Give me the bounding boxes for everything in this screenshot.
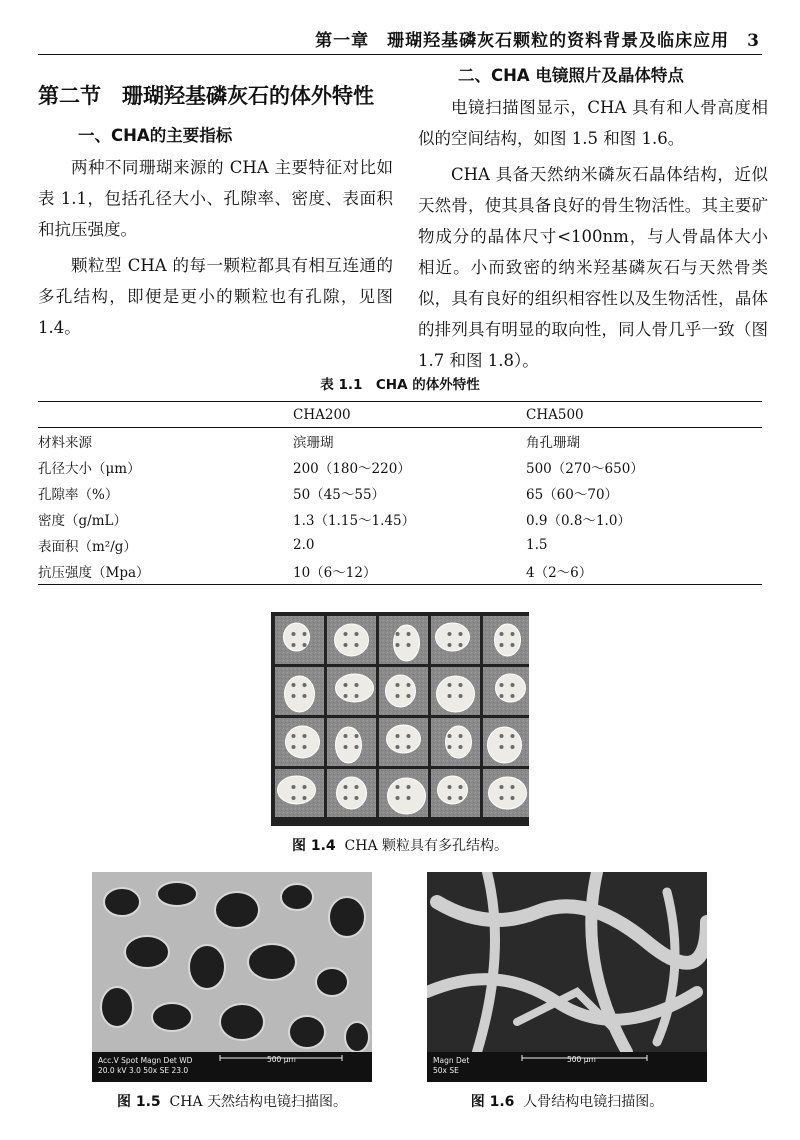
table-cell: 65（60～70） (526, 487, 619, 503)
paragraph: CHA 具备天然纳米磷灰石晶体结构，近似天然骨，使其具备良好的骨生物活性。其主要矿物成分的晶体尺寸<100nm，与人骨晶体大小相近。小而致密的纳米羟基磷灰石与天然骨类似，具有良好的组织相容性以及生物活性，晶体的排列具有明显的取向性，同人骨几乎一致（图 1.7 和图 1.8）。 (418, 165, 768, 370)
cha-granule (496, 674, 526, 702)
cha-granule (446, 726, 472, 758)
granule-grid-photo (271, 612, 529, 826)
table-row (38, 558, 762, 585)
cha-granule (488, 727, 522, 763)
granule-pore (511, 734, 515, 738)
running-header-text: 第一章 珊瑚羟基磷灰石颗粒的资料背景及临床应用 3 (315, 31, 760, 51)
table-row (38, 428, 762, 455)
granule-pore (511, 745, 515, 749)
table-row (38, 454, 762, 480)
granule-pore (448, 643, 452, 647)
header-rule (38, 54, 762, 55)
cha-granule (388, 778, 426, 814)
cha-granule (438, 776, 468, 804)
granule-pore (511, 683, 515, 687)
granule-pore (511, 643, 515, 647)
granule-pore (344, 796, 348, 800)
table-cell: 4（2～6） (526, 565, 593, 581)
table-cell: 1.3（1.15～1.45） (293, 513, 416, 529)
granule-pore (459, 643, 463, 647)
table-header-cell (38, 402, 293, 428)
table-header-cell: CHA200 (293, 406, 351, 423)
granule-pore (448, 785, 452, 789)
cha-granule (489, 777, 527, 809)
granule-pore (303, 745, 307, 749)
table-cell: 密度（g/mL） (38, 513, 127, 529)
figure-number: 图 1.6 (470, 1094, 515, 1110)
right-column (418, 62, 768, 381)
granule-pore (355, 745, 359, 749)
granule-pore (500, 632, 504, 636)
table-cell: 50（45～55） (293, 487, 386, 503)
table-cell: 抗压强度（Mpa） (38, 565, 150, 581)
figure-caption-text: 人骨结构电镜扫描图。 (523, 1094, 664, 1110)
granule-pore (500, 643, 504, 647)
granule-pore (407, 745, 411, 749)
cha-granule (387, 725, 421, 753)
scale-label: 500 μm (267, 1055, 296, 1064)
granule-pore (459, 683, 463, 687)
table-cell: 孔径大小（μm） (38, 461, 141, 477)
subsection-title-2: 二、CHA 电镜照片及晶体特点 (458, 66, 684, 85)
cha-granule (437, 676, 475, 712)
table-cell: 角孔珊瑚 (526, 435, 580, 451)
sem-info-line1: Acc.V Spot Magn Det WD (98, 1056, 193, 1065)
granule-pore (355, 643, 359, 647)
sem-info-line2: 50x SE (433, 1066, 459, 1075)
table-cell: 1.5 (526, 537, 548, 553)
granule-pore (292, 785, 296, 789)
granule-pore (459, 734, 463, 738)
granule-pore (355, 694, 359, 698)
granule-pore (448, 796, 452, 800)
granule-pore (355, 683, 359, 687)
figure-1-6 (427, 872, 707, 1111)
granule-pore (500, 683, 504, 687)
granule-pore (448, 632, 452, 636)
paragraph: 电镜扫描图显示，CHA 具有和人骨高度相似的空间结构，如图 1.5 和图 1.6。 (418, 98, 768, 148)
granule-pore (344, 785, 348, 789)
sem-info-line1: Magn Det (433, 1056, 470, 1065)
paragraph: 颗粒型 CHA 的每一颗粒都具有相互连通的多孔结构，即便是更小的颗粒也有孔隙，见图 1.4。 (38, 256, 393, 337)
granule-pore (355, 632, 359, 636)
granule-pore (448, 745, 452, 749)
figure-number: 图 1.4 (291, 838, 336, 854)
cha-granule (286, 726, 320, 758)
granule-pore (292, 745, 296, 749)
granule-pore (292, 694, 296, 698)
granule-pore (407, 694, 411, 698)
table-header-cell: CHA500 (526, 406, 584, 423)
granule-pore (396, 632, 400, 636)
granule-pore (407, 734, 411, 738)
granule-pore (344, 734, 348, 738)
table-cell: 表面积（m²/g） (38, 539, 137, 555)
granule-pore (407, 796, 411, 800)
table-cell: 材料来源 (38, 435, 92, 451)
cha-granule (278, 776, 316, 804)
figure-caption (271, 835, 529, 855)
granule-pore (448, 734, 452, 738)
granule-pore (344, 683, 348, 687)
granule-pore (459, 694, 463, 698)
granule-pore (355, 796, 359, 800)
granule-pore (511, 632, 515, 636)
figure-caption-text: CHA 颗粒具有多孔结构。 (344, 838, 509, 854)
table-cell: 滨珊瑚 (293, 435, 334, 451)
granule-pore (303, 694, 307, 698)
table-cell: 500（270～650） (526, 461, 644, 477)
granule-pore (459, 785, 463, 789)
granule-pore (396, 745, 400, 749)
granule-pore (511, 785, 515, 789)
table-row (38, 532, 762, 558)
table-cell: 200（180～220） (293, 461, 411, 477)
table-header-row (38, 402, 762, 428)
granule-pore (407, 785, 411, 789)
granule-pore (355, 734, 359, 738)
figure-number: 图 1.5 (116, 1094, 161, 1110)
cha-granule (284, 623, 310, 651)
granule-pore (448, 683, 452, 687)
table-cell: 0.9（0.8～1.0） (526, 513, 631, 529)
granule-pore (407, 643, 411, 647)
granule-pore (396, 796, 400, 800)
granule-pore (500, 796, 504, 800)
granule-pore (459, 745, 463, 749)
granule-pore (355, 785, 359, 789)
cha-granule (336, 727, 362, 763)
granule-pore (500, 734, 504, 738)
scale-label: 500 μm (567, 1055, 596, 1064)
granule-pore (396, 643, 400, 647)
granule-pore (292, 643, 296, 647)
cha-granule (386, 675, 416, 707)
granule-pore (344, 745, 348, 749)
granule-pore (500, 785, 504, 789)
cha-granule (335, 624, 369, 656)
granule-pore (396, 683, 400, 687)
figure-1-5 (92, 872, 372, 1111)
sem-info-line2: 20.0 kV 3.0 50x SE 23.0 (98, 1066, 189, 1075)
table-cell: 孔隙率（%） (38, 487, 119, 503)
granule-pore (511, 694, 515, 698)
left-column (38, 62, 393, 348)
granule-pore (292, 683, 296, 687)
cha-granule (495, 624, 521, 656)
granule-pore (459, 796, 463, 800)
granule-pore (407, 632, 411, 636)
cha-sem-image (92, 872, 372, 1082)
granule-pore (344, 643, 348, 647)
granule-pore (303, 785, 307, 789)
cha-granule (436, 623, 470, 651)
table-caption: 表 1.1 CHA 的体外特性 (320, 377, 480, 393)
paragraph: 两种不同珊瑚来源的 CHA 主要特征对比如表 1.1，包括孔径大小、孔隙率、密度、表面积和抗压强度。 (38, 158, 393, 239)
granule-pore (448, 694, 452, 698)
granule-pore (303, 796, 307, 800)
bone-sem-image (427, 872, 707, 1082)
granule-pore (303, 734, 307, 738)
subsection-title-1: 一、CHA的主要指标 (78, 126, 233, 145)
figure-caption (427, 1091, 707, 1111)
granule-pore (396, 785, 400, 789)
granule-pore (303, 632, 307, 636)
granule-pore (500, 694, 504, 698)
table-row (38, 480, 762, 506)
granule-pore (292, 734, 296, 738)
cha-granule (285, 676, 315, 712)
cha-granule (337, 777, 367, 809)
granule-pore (292, 796, 296, 800)
properties-table (38, 401, 762, 585)
figure-1-4 (271, 612, 529, 855)
granule-pore (396, 694, 400, 698)
granule-pore (500, 745, 504, 749)
granule-pore (344, 694, 348, 698)
table-row (38, 506, 762, 532)
granule-pore (303, 683, 307, 687)
granule-pore (303, 643, 307, 647)
section-title: 第二节 珊瑚羟基磷灰石的体外特性 (38, 84, 374, 108)
granule-pore (511, 796, 515, 800)
granule-pore (396, 734, 400, 738)
running-header (0, 26, 800, 58)
cha-granule (394, 625, 420, 661)
granule-pore (459, 632, 463, 636)
table-1-1 (38, 373, 762, 585)
table-cell: 2.0 (293, 537, 315, 553)
granule-pore (407, 683, 411, 687)
granule-pore (292, 632, 296, 636)
granule-pore (344, 632, 348, 636)
figure-caption (92, 1091, 372, 1111)
figure-caption-text: CHA 天然结构电镜扫描图。 (169, 1094, 348, 1110)
cha-granule (336, 674, 374, 702)
table-cell: 10（6～12） (293, 565, 377, 581)
